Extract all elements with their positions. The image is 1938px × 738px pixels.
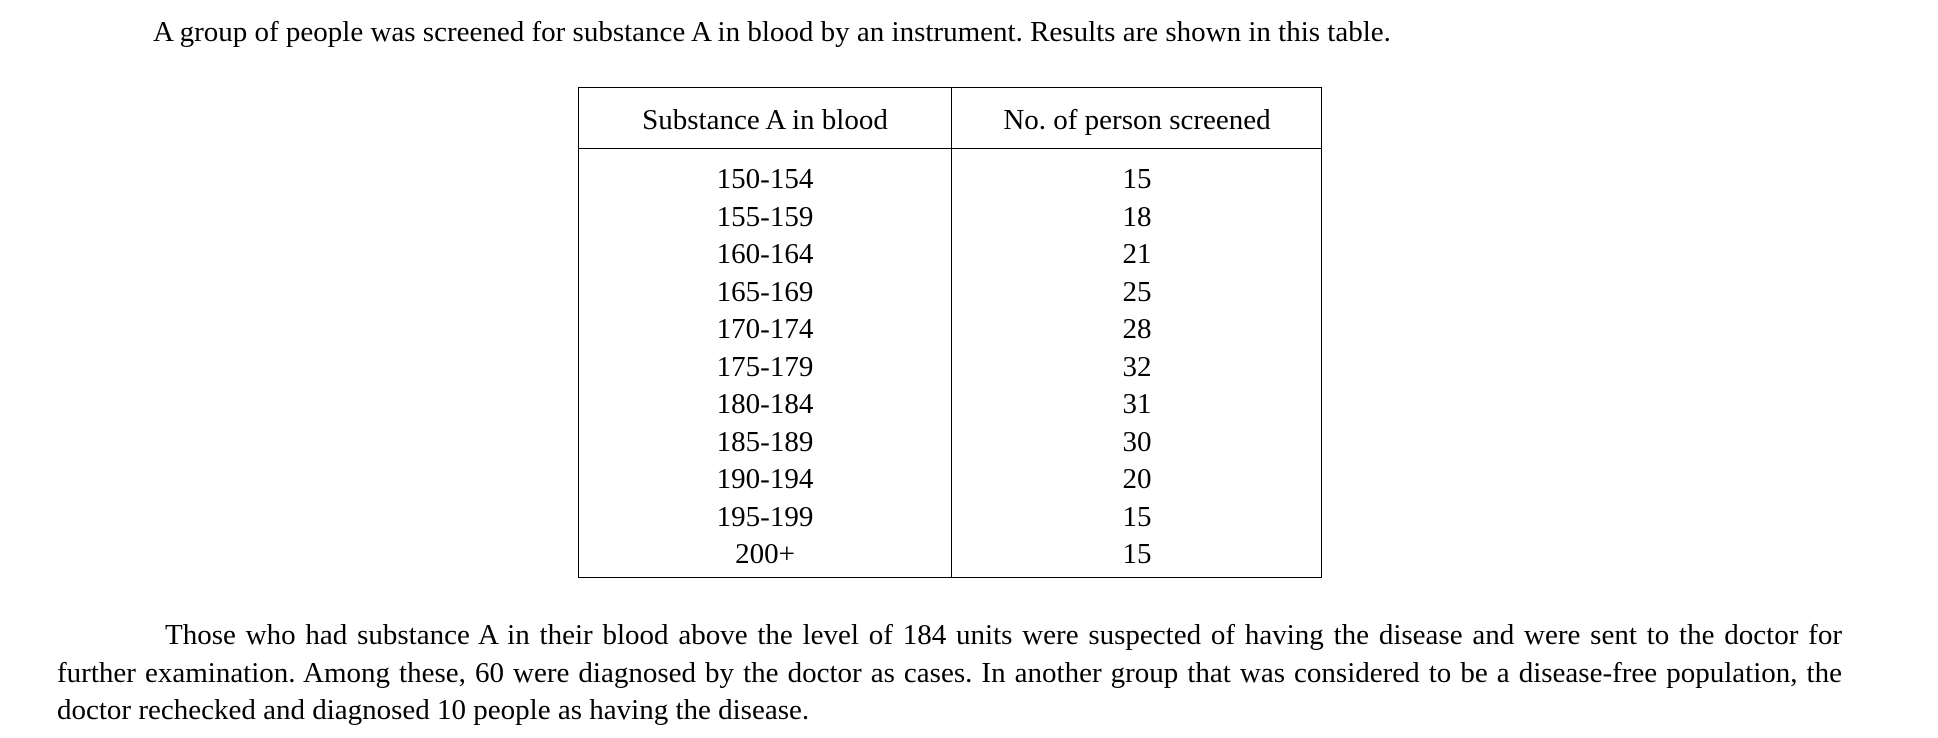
table-header-row [579,88,1321,149]
range-cell: 190-194 [716,463,814,495]
count-cell: 32 [1122,350,1152,383]
followup-paragraph: Those who had substance A in their blood above the level of 184 units were suspected of having the disease and were sent to the doctor for further examination. Among these, 60 were diagnosed by the doctor as cases. In another group that was considered to be a disease-free population, the doctor rechecked and diagnosed 10 people as having the disease. [57,619,1842,726]
range-cell: 175-179 [716,350,814,383]
intro-text: A group of people was screened for substance A in blood by an instrument. Results are shown in this table. [153,16,1391,48]
table-row [579,461,1321,499]
table-row [579,424,1321,462]
screening-table [578,87,1322,578]
count-cell: 30 [1122,425,1152,458]
count-cell: 18 [1122,200,1152,233]
table-row [579,161,1321,199]
count-cell: 15 [1122,163,1152,195]
table-row [579,386,1321,424]
table-row [579,311,1321,349]
count-cell: 31 [1122,388,1152,420]
header-substance-level: Substance A in blood [642,104,888,136]
table-row [579,274,1321,312]
count-cell: 21 [1122,238,1152,270]
count-cell: 25 [1122,275,1152,308]
table-row [579,349,1321,387]
range-cell: 165-169 [716,275,814,308]
count-cell: 15 [1122,500,1152,533]
count-cell: 15 [1122,538,1152,570]
table-body [579,161,1321,574]
table-row [579,536,1321,574]
count-cell: 28 [1122,313,1152,345]
range-cell: 195-199 [716,500,814,533]
range-cell: 155-159 [716,200,814,233]
range-cell: 160-164 [716,238,814,270]
table-row [579,499,1321,537]
range-cell: 200+ [735,538,795,570]
table-row [579,199,1321,237]
header-persons-screened: No. of person screened [1003,104,1271,136]
range-cell: 170-174 [716,313,814,345]
range-cell: 185-189 [716,425,814,458]
range-cell: 180-184 [716,388,814,420]
count-cell: 20 [1122,463,1152,495]
range-cell: 150-154 [716,163,814,195]
table-row [579,236,1321,274]
